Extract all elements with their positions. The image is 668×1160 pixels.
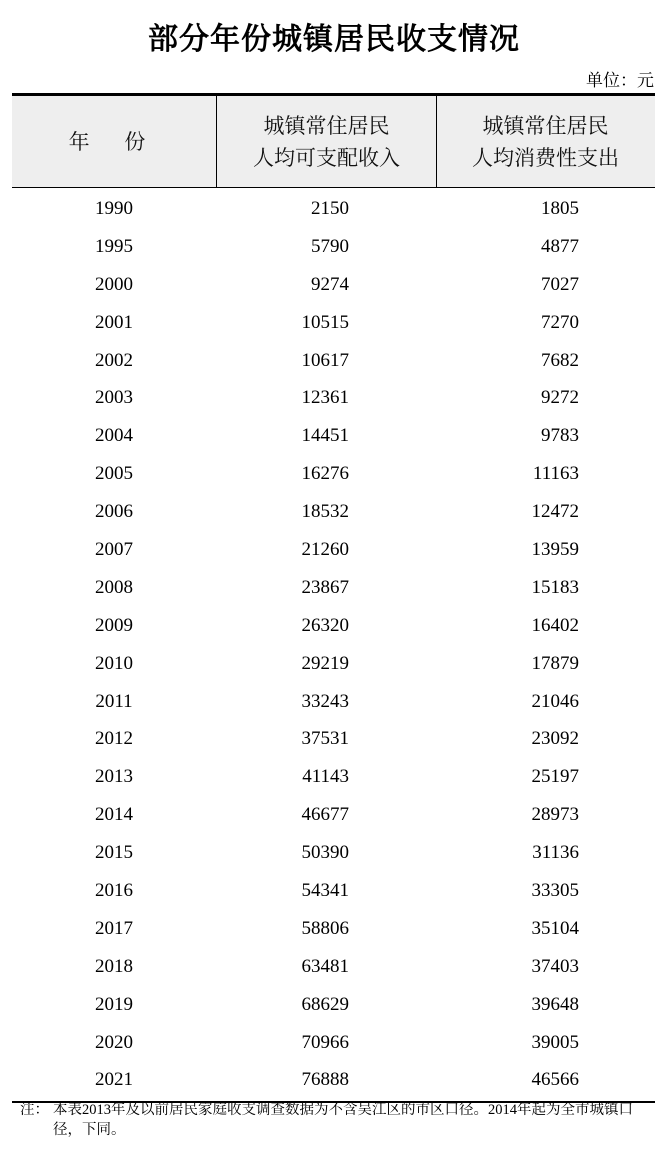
cell-expense: 17879: [531, 652, 579, 674]
cell-expense: 12472: [531, 501, 579, 523]
cell-expense: 11163: [532, 463, 579, 485]
table-row: [12, 910, 655, 948]
cell-year: 2004: [95, 425, 133, 447]
table-row: [12, 228, 655, 266]
cell-income: 70966: [301, 1031, 349, 1053]
cell-year: 2013: [95, 766, 133, 788]
table-row: [12, 948, 655, 986]
table-row: [12, 455, 655, 493]
cell-year: 1995: [95, 235, 133, 257]
cell-expense: 37403: [531, 955, 579, 977]
cell-income: 29219: [301, 652, 349, 674]
cell-income: 14451: [301, 425, 349, 447]
table-row: [12, 493, 655, 531]
cell-year: 2016: [95, 879, 133, 901]
cell-income: 68629: [301, 993, 349, 1015]
cell-expense: 33305: [531, 879, 579, 901]
table-row: [12, 379, 655, 417]
cell-income: 16276: [301, 463, 349, 485]
page-title: 部分年份城镇居民收支情况: [148, 22, 520, 57]
cell-expense: 1805: [541, 197, 579, 219]
cell-income: 41143: [302, 766, 349, 788]
table-row: [12, 834, 655, 872]
cell-year: 2021: [95, 1069, 133, 1091]
header-income-line2: 人均可支配收入: [253, 145, 400, 170]
cell-year: 2006: [95, 501, 133, 523]
cell-income: 58806: [301, 917, 349, 939]
cell-expense: 4877: [541, 235, 579, 257]
cell-income: 50390: [301, 842, 349, 864]
cell-income: 46677: [301, 804, 349, 826]
cell-year: 1990: [95, 197, 133, 219]
header-year: 年 份: [68, 129, 160, 154]
cell-expense: 7270: [541, 311, 579, 333]
cell-year: 2000: [95, 273, 133, 295]
table-body: [12, 188, 655, 1103]
cell-income: 37531: [301, 728, 349, 750]
unit-label: 单位：元: [586, 71, 654, 91]
table-row: [12, 569, 655, 607]
header-income-line1: 城镇常住居民: [263, 113, 390, 138]
cell-income: 33243: [301, 690, 349, 712]
cell-income: 5790: [311, 235, 349, 257]
cell-income: 21260: [301, 538, 349, 560]
data-table: [12, 93, 655, 1103]
table-header: [12, 93, 655, 188]
table-row: [12, 342, 655, 380]
table-row: [12, 758, 655, 796]
cell-year: 2003: [95, 387, 133, 409]
cell-income: 18532: [301, 501, 349, 523]
footnote-label: 注：: [20, 1102, 49, 1118]
cell-year: 2005: [95, 463, 133, 485]
cell-year: 2012: [95, 728, 133, 750]
cell-expense: 46566: [531, 1069, 579, 1091]
cell-expense: 13959: [531, 538, 579, 560]
cell-income: 76888: [301, 1069, 349, 1091]
cell-year: 2019: [95, 993, 133, 1015]
table-row: [12, 531, 655, 569]
table-row: [12, 266, 655, 304]
cell-year: 2010: [95, 652, 133, 674]
cell-expense: 21046: [531, 690, 579, 712]
cell-expense: 16402: [531, 614, 579, 636]
cell-income: 10617: [301, 349, 349, 371]
cell-year: 2008: [95, 576, 133, 598]
table-row: [12, 304, 655, 342]
cell-expense: 23092: [531, 728, 579, 750]
cell-income: 23867: [301, 576, 349, 598]
table-row: [12, 683, 655, 721]
cell-expense: 28973: [531, 804, 579, 826]
cell-year: 2017: [95, 917, 133, 939]
cell-expense: 7027: [541, 273, 579, 295]
table-row: [12, 872, 655, 910]
cell-year: 2020: [95, 1031, 133, 1053]
header-expense: [437, 96, 654, 187]
cell-expense: 39648: [531, 993, 579, 1015]
cell-income: 2150: [311, 197, 349, 219]
header-expense-line1: 城镇常住居民: [482, 113, 609, 138]
cell-year: 2009: [95, 614, 133, 636]
cell-income: 10515: [301, 311, 349, 333]
cell-expense: 31136: [532, 842, 579, 864]
cell-expense: 9783: [541, 425, 579, 447]
cell-income: 54341: [301, 879, 349, 901]
cell-income: 9274: [311, 273, 349, 295]
cell-income: 63481: [301, 955, 349, 977]
cell-expense: 39005: [531, 1031, 579, 1053]
cell-income: 12361: [301, 387, 349, 409]
cell-year: 2011: [95, 690, 133, 712]
cell-expense: 15183: [531, 576, 579, 598]
header-income: [216, 96, 437, 187]
cell-year: 2001: [95, 311, 133, 333]
cell-expense: 25197: [531, 766, 579, 788]
table-row: [12, 417, 655, 455]
table-row: [12, 607, 655, 645]
cell-expense: 35104: [531, 917, 579, 939]
cell-year: 2014: [95, 804, 133, 826]
table-row: [12, 720, 655, 758]
table-row: [12, 986, 655, 1024]
cell-year: 2007: [95, 538, 133, 560]
footnote: [20, 1100, 650, 1140]
table-row: [12, 1061, 655, 1099]
footnote-text: 本表2013年及以前居民家庭收支调查数据为不含吴江区的市区口径。2014年起为全市城镇口径，下同。: [53, 1102, 633, 1138]
cell-income: 26320: [301, 614, 349, 636]
header-expense-line2: 人均消费性支出: [472, 145, 619, 170]
cell-year: 2015: [95, 842, 133, 864]
table-row: [12, 796, 655, 834]
table-row: [12, 190, 655, 228]
cell-year: 2002: [95, 349, 133, 371]
cell-year: 2018: [95, 955, 133, 977]
table-row: [12, 645, 655, 683]
cell-expense: 7682: [541, 349, 579, 371]
cell-expense: 9272: [541, 387, 579, 409]
table-row: [12, 1024, 655, 1062]
